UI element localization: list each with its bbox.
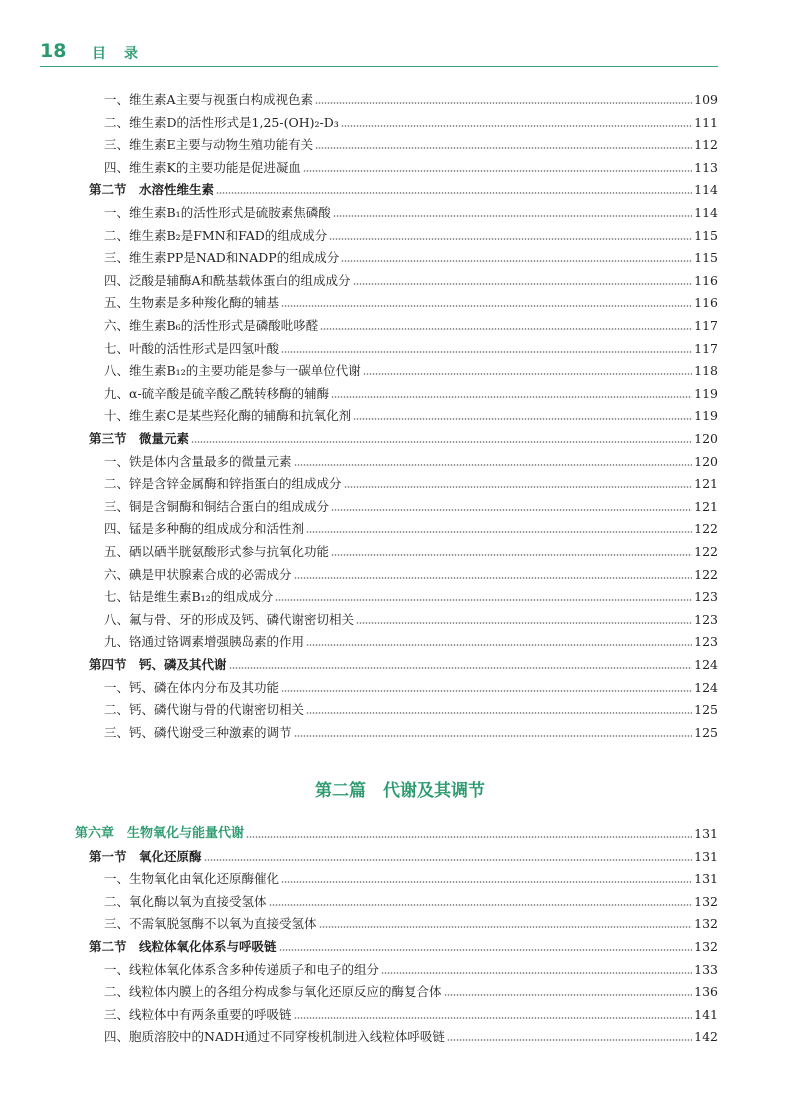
toc-item [104,630,718,650]
dot-leader [306,531,692,533]
toc-entry-title: 二、钙、磷代谢与骨的代谢密切相关 [104,702,305,718]
toc-entry-title: 五、生物素是多种羧化酶的辅基 [104,295,280,311]
toc-page-number: 114 [694,205,718,220]
toc-item [104,563,718,583]
toc-entry-title: 第六章 生物氧化与能量代谢 [75,826,245,841]
toc-page-number: 123 [694,634,718,650]
toc-entry-title: 二、维生素D的活性形式是1,25-(OH)₂-D₃ [104,114,339,130]
toc-page-number: 116 [694,295,718,311]
toc-entry-title: 六、维生素B₆的活性形式是磷酸吡哆醛 [104,318,319,333]
toc-page-number: 133 [694,961,718,977]
dot-leader [216,192,692,194]
dot-leader [315,102,692,104]
toc-page-number: 125 [694,702,718,718]
dot-leader [315,147,692,149]
toc-entry-title: 四、泛酸是辅酶A和酰基载体蛋白的组成成分 [104,272,351,288]
toc-item [104,472,718,492]
dot-leader [353,418,692,420]
toc-item [104,314,718,334]
dot-leader [344,486,693,488]
toc-entry-title: 四、锰是多种酶的组成成分和活性剂 [104,521,305,537]
dot-leader [294,735,693,737]
dot-leader [320,328,692,330]
toc-page-number: 136 [694,984,718,1000]
toc-page-number: 118 [694,363,718,379]
toc-item [104,495,718,515]
toc-item [104,156,718,176]
toc-item [104,517,718,537]
toc-section [89,845,718,865]
dot-leader [356,622,692,624]
dot-leader [329,238,692,240]
toc-page-number: 111 [694,114,718,130]
toc-entry-title: 三、钙、磷代谢受三种激素的调节 [104,724,292,740]
toc-page-number: 112 [694,137,718,153]
dot-leader [306,644,692,646]
dot-leader [294,464,693,466]
toc-entry-title: 一、生物氧化由氧化还原酶催化 [104,871,280,887]
toc-entry-title: 第二节 线粒体氧化体系与呼吸链 [89,939,277,954]
toc-item [104,404,718,424]
dot-leader [341,125,692,127]
toc-page-number: 115 [694,250,718,266]
toc-section [89,427,718,447]
toc-page-number: 117 [694,340,718,356]
toc-section [89,653,718,673]
toc-page-number: 122 [694,566,718,582]
toc-entry-title: 七、叶酸的活性形式是四氢叶酸 [104,340,280,356]
toc-page-number: 120 [694,431,718,446]
toc-entry-title: 一、线粒体氧化体系含多种传递质子和电子的组分 [104,961,380,977]
dot-leader [204,859,693,861]
toc-page-number: 121 [694,498,718,514]
toc-page-number: 123 [694,611,718,627]
toc-entry-title: 三、维生素PP是NAD和NADP的组成成分 [104,250,340,266]
toc-section [89,935,718,955]
toc-item [104,88,718,108]
toc-entry-title: 八、氟与骨、牙的形成及钙、磷代谢密切相关 [104,611,355,627]
toc-entry-title: 四、胞质溶胶中的NADH通过不同穿梭机制进入线粒体呼吸链 [104,1029,445,1045]
toc-item [104,540,718,560]
dot-leader [331,509,692,511]
toc-page-number: 122 [694,544,718,559]
toc-entry-title: 二、维生素B₂是FMN和FAD的组成成分 [104,227,328,243]
dot-leader [303,170,692,172]
toc-item [104,958,718,978]
dot-leader [331,396,692,398]
toc-item [104,980,718,1000]
toc-entry-title: 二、锌是含锌金属酶和锌指蛋白的组成成分 [104,476,342,492]
toc-item [104,608,718,628]
toc-page-number: 117 [694,318,718,333]
toc-page-number: 124 [694,657,718,672]
toc-item [104,111,718,131]
toc-entry-title: 十、维生素C是某些羟化酶的辅酶和抗氧化剂 [104,408,352,424]
toc-entry-title: 三、线粒体中有两条重要的呼吸链 [104,1006,292,1022]
toc-entry-title: 第三节 微量元素 [89,431,190,446]
toc-entry-title: 五、硒以硒半胱氨酸形式参与抗氧化功能 [104,544,330,559]
toc-page-number: 124 [694,679,718,695]
toc-page-number: 113 [694,159,718,175]
toc-entry-title: 一、钙、磷在体内分布及其功能 [104,679,280,695]
part-title: 第二篇 代谢及其调节 [315,781,485,801]
toc-entry-title: 第四节 钙、磷及其代谢 [89,657,227,672]
dot-leader [269,904,693,906]
toc-section [89,178,718,198]
toc-entry-title: 九、铬通过铬调素增强胰岛素的作用 [104,634,305,650]
toc-page-number: 119 [694,385,718,401]
toc-page-number: 131 [694,848,718,864]
toc-page-number: 115 [694,227,718,243]
dot-leader [447,1039,692,1041]
toc-entry-title: 九、α-硫辛酸是硫辛酸乙酰转移酶的辅酶 [104,385,330,401]
toc-entry-title: 一、维生素A主要与视蛋白构成视色素 [104,92,314,107]
toc-item [104,246,718,266]
toc-item [104,721,718,741]
toc-item [104,867,718,887]
toc-entry-title: 二、氧化酶以氧为直接受氢体 [104,893,267,909]
dot-leader [444,994,693,996]
toc-page-number: 125 [694,724,718,740]
toc-page-number: 120 [694,453,718,469]
running-head-title: 目录 [92,46,156,62]
toc-item [104,450,718,470]
dot-leader [281,690,692,692]
dot-leader [294,1017,693,1019]
toc-item [104,133,718,153]
dot-leader [381,972,692,974]
toc-page-number: 116 [694,272,718,288]
toc-entry-title: 一、维生素B₁的活性形式是硫胺素焦磷酸 [104,205,331,220]
dot-leader [341,260,692,262]
dot-leader [319,926,693,928]
dot-leader [246,836,692,838]
toc-entry-title: 三、铜是含铜酶和铜结合蛋白的组成成分 [104,498,330,514]
toc-entry-title: 第二节 水溶性维生素 [89,182,215,198]
toc-page-number: 132 [694,893,718,909]
toc-item [104,890,718,910]
dot-leader [294,577,693,579]
toc-page-number: 132 [694,939,718,954]
toc-item [104,291,718,311]
toc-item [104,676,718,696]
toc-item [104,698,718,718]
toc-item [104,1025,718,1045]
toc-entry-title: 三、维生素E主要与动物生殖功能有关 [104,137,314,153]
toc-entry-title: 三、不需氧脱氢酶不以氧为直接受氢体 [104,916,317,932]
dot-leader [331,554,692,556]
toc-entry-title: 二、线粒体内膜上的各组分构成参与氧化还原反应的酶复合体 [104,984,442,1000]
dot-leader [275,599,692,601]
toc-page-number: 142 [694,1029,718,1045]
toc-page-number: 131 [694,826,718,841]
dot-leader [279,949,693,951]
toc-entry-title: 四、维生素K的主要功能是促进凝血 [104,159,301,175]
toc-item [104,224,718,244]
page-number: 18 [40,40,67,62]
toc-page-number: 119 [694,408,718,424]
toc-entry-title: 第一节 氧化还原酶 [89,848,202,864]
toc-entry-title: 七、钴是维生素B₁₂的组成成分 [104,589,274,605]
toc-entry-title: 六、碘是甲状腺素合成的必需成分 [104,566,292,582]
toc-page-number: 131 [694,871,718,887]
dot-leader [281,351,692,353]
toc-item [104,201,718,221]
dot-leader [191,441,692,443]
dot-leader [363,373,692,375]
toc-page-number: 121 [694,476,718,492]
toc-page-number: 141 [694,1006,718,1022]
dot-leader [353,283,693,285]
toc-item [104,269,718,289]
toc-entry-title: 一、铁是体内含量最多的微量元素 [104,453,292,469]
dot-leader [281,305,692,307]
toc-item [104,382,718,402]
toc-item [104,337,718,357]
toc-page-number: 114 [694,182,718,198]
page-header [40,40,718,67]
toc-page-number: 123 [694,589,718,605]
toc-entry-title: 八、维生素B₁₂的主要功能是参与一碳单位代谢 [104,363,361,379]
toc-page-number: 109 [694,92,718,107]
toc-page-number: 122 [694,521,718,537]
dot-leader [281,881,692,883]
toc-item [104,359,718,379]
toc-chapter [75,822,718,842]
toc-item [104,585,718,605]
toc-item [104,1003,718,1023]
dot-leader [229,667,693,669]
toc-item [104,912,718,932]
dot-leader [333,215,692,217]
toc-page-number: 132 [694,916,718,932]
dot-leader [306,712,692,714]
